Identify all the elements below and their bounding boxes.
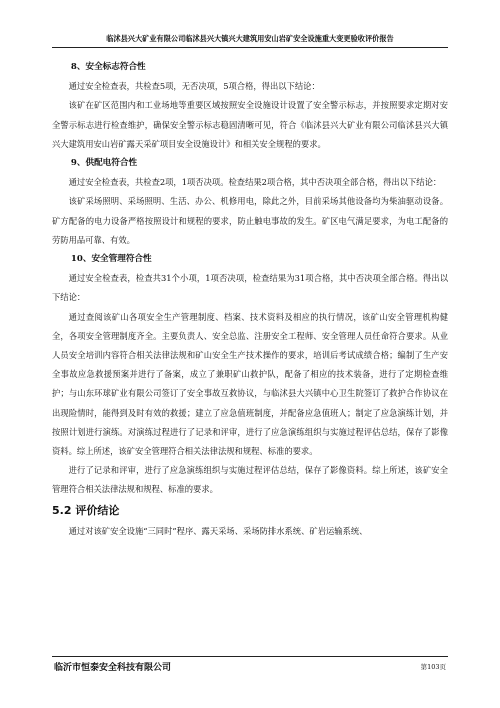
section-10-summary: 通过安全检查表，检查共31个小项，1项否决项，检查结果为31项合格，其中否决项全部合格。得出以下结论： — [52, 273, 448, 303]
section-5-2-heading: 5.2 评价结论 — [52, 503, 120, 517]
footer-divider — [52, 656, 448, 657]
section-10-closing: 进行了记录和评审，进行了应急演练组织与实施过程评估总结，保存了影像资料。综上所述，该矿安全管理符合相关法律法规和规程、标准的要求。 — [52, 465, 448, 495]
header-divider — [52, 47, 448, 48]
section-8-summary: 通过安全检查表，共检查5项，无否决项，5项合格，得出以下结论： — [68, 81, 320, 92]
section-9-summary: 通过安全检查表，共检查2项，1项否决项。检查结果2项合格，其中否决项全部合格，得出以下结论： — [68, 177, 442, 188]
section-9-heading: 9、供配电符合性 — [70, 158, 138, 169]
section-5-2-paragraph: 通过对该矿安全设施“三同时”程序、露天采场、采场防排水系统、矿岩运输系统、 — [68, 525, 368, 536]
page-number: 第103页 — [420, 663, 446, 671]
section-10-heading: 10、安全管理符合性 — [70, 254, 152, 265]
footer-company: 临沂市恒泰安全科技有限公司 — [54, 663, 172, 673]
section-8-conclusion: 该矿在矿区范围内和工业场地等重要区域按照安全设施设计设置了安全警示标志，并按照要求定期对安全警示标志进行检查维护，确保安全警示标志稳固清晰可见，符合《临沭县兴大矿业有限公司临沭县兴大镇兴大建筑用安山岩矿露天采矿项目安全设施设计》和相关安全规程的要求。 — [52, 100, 448, 149]
section-9-conclusion: 该矿采场照明、采场照明、生活、办公、机修用电，除此之外，目前采场其他设备均为柴油驱动设备。矿方配备的电力设备严格按照设计和规程的要求，防止触电事故的发生。矿区电气满足要求，为电工配备的劳防用品可靠、有效。 — [52, 196, 448, 245]
section-8-heading: 8、安全标志符合性 — [70, 62, 146, 72]
document-body — [52, 58, 448, 541]
report-header-title: 临沭县兴大矿业有限公司临沭县兴大镇兴大建筑用安山岩矿安全设施重大变更验收评价报告 — [106, 34, 394, 43]
section-10-conclusion: 通过查阅该矿山各项安全生产管理制度、档案、技术资料及相应的执行情况，该矿山安全管理机构健全，各项安全管理制度齐全。主要负责人、安全总监、注册安全工程师、安全管理人员任命符合要求。从业人员安全培训内容符合相关法律法规和矿山安全生产技术操作的要求，培训后考试成绩合格；编制了生产安全事故应急救援预案并进行了备案，成立了兼职矿山救护队，配备了相应的技术装备，进行了定期检查维护；与山东环球矿业有限公司签订了安全事故互救协议，与临沭县大兴镇中心卫生院签订了救护合作协议在出现险情时，能得到及时有效的救援；建立了应急值班制度，并配备应急值班人；制定了应急演练计划，并按照计划进行演练。对演练过程进行了记录和评审，进行了应急演练组织与实施过程评估总结，保存了影像资料。综上所述，该矿安全管理符合相关法律法规和规程、标准的要求。 — [52, 311, 448, 457]
